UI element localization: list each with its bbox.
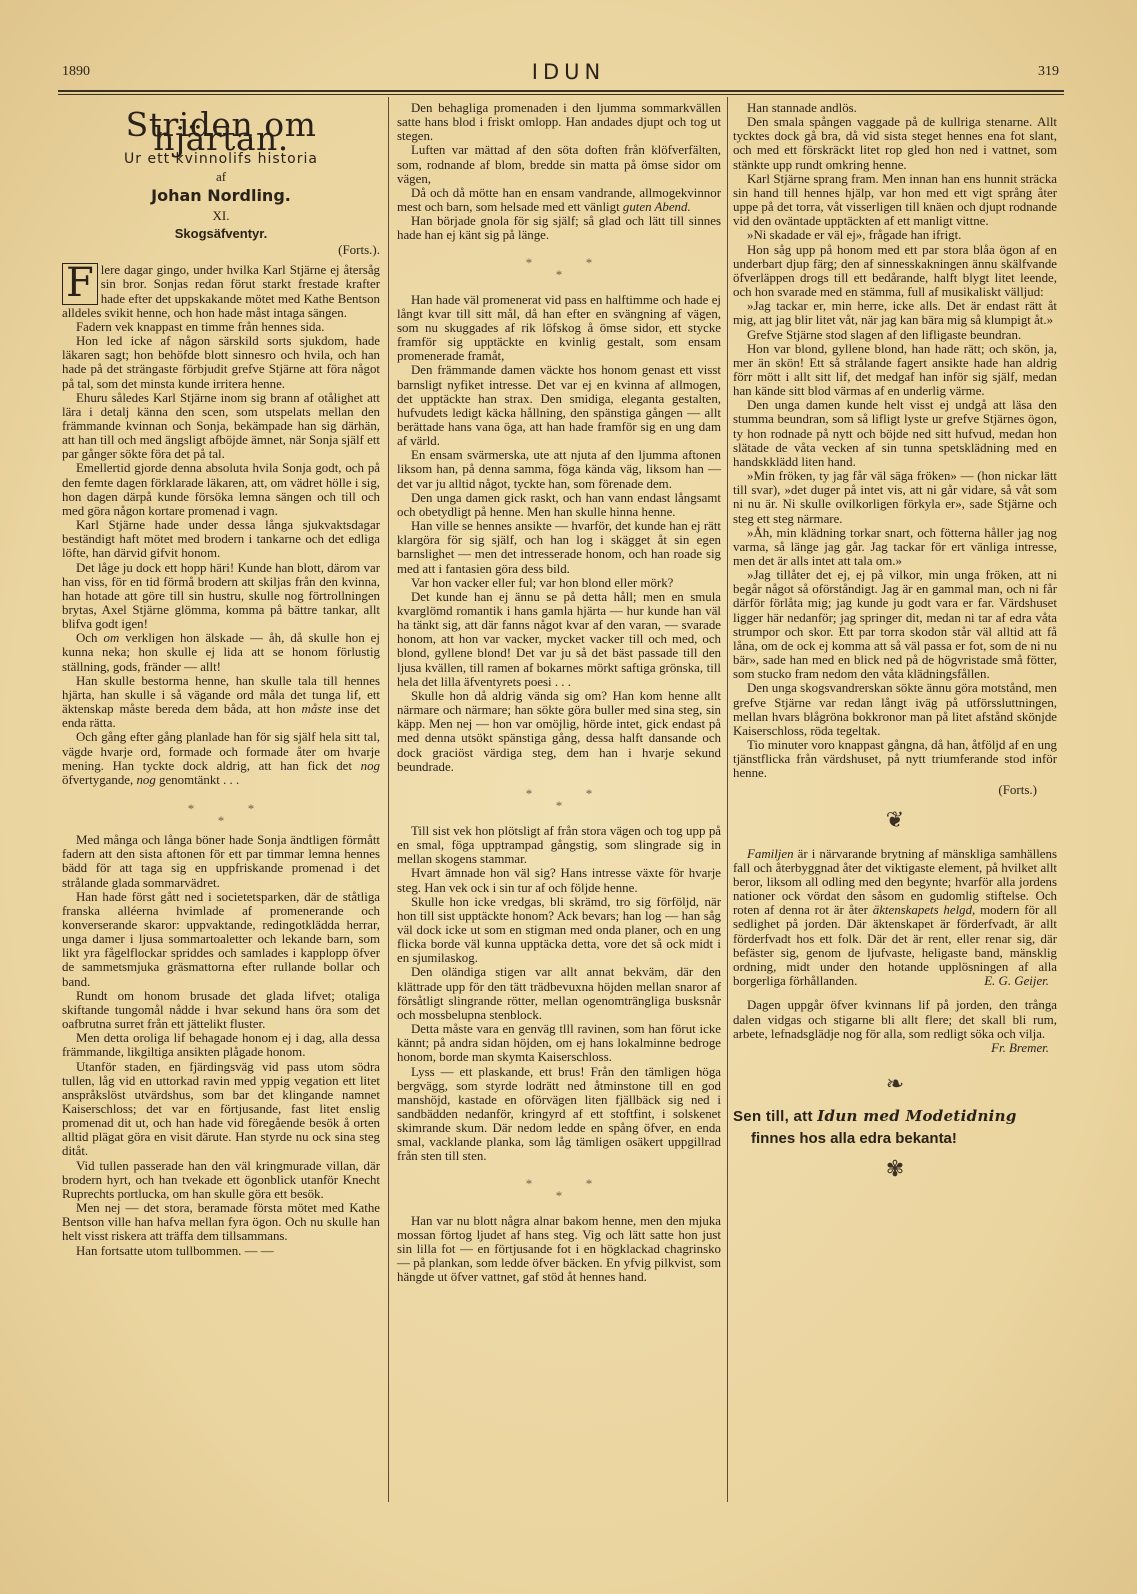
byline-af: af — [215, 169, 227, 185]
article-title: Striden om hjärtan. — [125, 105, 317, 159]
paragraph: Detta måste vara en genväg tlll ravinen, som han förut icke kännt; på andra sidan höjden, om ej hans lokalminne bedroge honom, borde man skymta Kaiserschloss. — [397, 1022, 721, 1065]
paragraph: Hvart ämnade hon väl sig? Hans intresse växte för hvarje steg. Han vek ock i sin tur af och följde henne. — [397, 866, 721, 895]
paragraph: F lere dagar gingo, under hvilka Karl Stjärne ej återsåg sin bror. Sonjas redan förut starkt frestade krafter hade efter det uppskakande mötet med Kathe Bentson alldeles svikit henne, och hon hade måst intaga sängen. — [62, 260, 380, 320]
paragraph: Och om verkligen hon älskade — åh, då skulle hon ej kunna neka; hon skulle ej lida att se honom förlustig ställning, gods, fränder — allt! — [62, 631, 380, 674]
paragraph: Den oländiga stigen var allt annat bekväm, där den klättrade upp för den tätt trädbevuxna höjden mellan snaror af försåtligt slingrande rötter, mellan ogenomträngliga busksnår och mossbelupna stenblock. — [397, 965, 721, 1022]
masthead-title: IDUN — [531, 60, 606, 84]
paragraph: En ensam svärmerska, ute att njuta af den ljumma aftonen liksom han, på denna samma, föga kända väg, liksom han — det var ju alltid något, tyckte han, som förenade dem. — [397, 448, 721, 491]
asterism: * * * — [525, 785, 593, 813]
paragraph: Tio minuter voro knappast gångna, då han, åtföljd af en ung tjänstflicka från värdshuset, på nytt triumferande stod inför henne. — [733, 738, 1057, 781]
paragraph: Den främmande damen väckte hos honom genast ett visst barnsligt nyfiket intresse. Det var ej en kvinna af allmogen, det upptäckte han strax. Den smidiga, eleganta gestalten, hufvudets ledigt käcka hållning, den spänstiga gången — allt berättade hans vana öga, att han hade framför sig en ung dam af värld. — [397, 363, 721, 449]
quote-geijer: Familjen är i närvarande brytning af mänskliga samhällens fall och återbyggnad åter det viktigaste element, på hvilket allt beror, liksom all odling med den begynte; hvarför alla jordens nationer ock vördat den såsom en gudomlig stiftelse. Och roten af denna rot är åter äktenskapets helgd, modern för all sedlighet på jorden. Där äktenskapet är förderfvadt, är allt förderfvadt hos ett folk. Där det är rent, eller renar sig, där befäster sig, genom de ljufvaste, heligaste band, mänsklig ordning, midt under den hotande upplösningen af alla borgerliga förhållanden. — [733, 846, 1057, 989]
paragraph: Luften var mättad af den söta doften från klöfverfälten, som, rodnande af blom, bredde sin matta på ömse sidor om vägen, — [397, 143, 721, 186]
paragraph: Med många och långa böner hade Sonja ändtligen förmått fadern att den sista aftonen för ett par timmar lemna hennes bädd för att taga sig en uppfriskande promenad i det strålande glada sommarvädret. — [62, 833, 380, 890]
paragraph: Lyss — ett plaskande, ett brus! Från den tämligen höga bergvägg, som styrde lodrätt ned åtminstone till en god manshöjd, kastade en oförvägen liten fjällbäck sig ned i sandbädden nedanför, kringyrd af ett stoftfint, i solskenet skimrande skum. Där nedom ledde en spång öfver, en enda smal, vacklande planka, som låg tämligen osäkert uppgillrad från sten till sten. — [397, 1064, 721, 1164]
continued-note: (Forts.). — [338, 242, 380, 258]
paragraph: Karl Stjärne sprang fram. Men innan han ens hunnit sträcka sin hand till hennes hjälp, var hon med ett vigt språng åter uppe på det torra, våt visserligen till knäen och djupt rodnande vid den oväntade upptäckten af ett manligt vittne. — [733, 171, 1057, 229]
paragraph: Rundt om honom brusade det glada lifvet; otaliga skiftande tungomål nådde i hvar sekund hans öra som det oafbrutna surret från ett jättelikt fluster. — [62, 988, 380, 1032]
paragraph: Den behagliga promenaden i den ljumma sommarkvällen satte hans blod i friskt omlopp. Han andades djupt och tog ut stegen. — [397, 101, 721, 144]
paragraph: Då och då mötte han en ensam vandrande, allmogekvinnor mest och barn, som helsade med ett vänligt guten Abend. — [397, 185, 721, 215]
column-3 — [733, 101, 1057, 1186]
vine-ornament-icon: ❦ — [885, 806, 905, 832]
quote-attribution: Fr. Bremer. — [991, 1040, 1049, 1055]
paragraph: Hon såg upp på honom med ett par stora blåa ögon af en underbart djup färg; den af sinnesskakningen ännu skälfvande öfverläppen drogs till ett bedårande, halft blygt litet leende, och hon svarade med en stämma, full af musikaliskt välljud: — [733, 242, 1057, 300]
paragraph: Hon led icke af någon särskild sorts sjukdom, hade läkaren sagt; hon behöfde blott sinnesro och hvila, och han hade på det strängaste förbjudit grefve Stjärne att föra något på tal, som det minsta kunde irritera henne. — [62, 334, 380, 391]
paragraph: Han var nu blott några alnar bakom henne, men den mjuka mossan förtog ljudet af hans steg. Vig och lätt satte hon just sin lilla fot — en förtjusande fot i en högklackad chagrinsko — på plankan, som ledde öfver bäcken. En yfvig pilkvist, som hängde ut öfver vattnet, gaf stöd åt hennes hand. — [397, 1213, 721, 1285]
section-title: Skogsäfventyr. — [174, 225, 268, 241]
column-2 — [397, 101, 721, 1284]
paragraph: Skulle hon icke vredgas, bli skrämd, tro sig förföljd, när hon till sist upptäckte honom? Ack bevars; han log — han såg väl dock icke ut som en stigman med onda planer, och en ung flicka borde väl kunna upptäcka detta, vore det så ock midt i en sjumilaskog. — [397, 894, 721, 966]
asterism: * * * — [525, 254, 593, 282]
flower-ornament-icon: ✾ — [885, 1156, 905, 1182]
page-number: 319 — [1038, 64, 1059, 79]
column-1 — [62, 105, 380, 1258]
paragraph: Han hade väl promenerat vid pass en halftimme och hade ej långt kvar till sitt mål, då han efter en svängning af vägen, som nu skuggades af rik löfskog å ömse sidor, ett stycke framför sig upptäckte en kvinlig gestalt, som ensam promenerade framåt, — [397, 292, 721, 364]
advertisement-line: finnes hos alla edra bekanta! — [751, 1130, 957, 1148]
paragraph: »Ni skadade er väl ej», frågade han ifrigt. — [747, 228, 962, 243]
paragraph: Till sist vek hon plötsligt af från stora vägen och tog upp på en smal, föga upptrampad gångstig, som slingrade sig in mellan skogens stammar. — [397, 823, 721, 867]
continued-note: (Forts.) — [998, 781, 1037, 797]
chapter-number: XI. — [212, 207, 230, 223]
paragraph: Karl Stjärne hade under dessa långa sjukvaktsdagar beständigt haft mötet med brodern i tankarne och det edliga löfte, han därvid gifvit honom. — [62, 518, 380, 561]
paragraph: Han skulle bestorma henne, han skulle tala till hennes hjärta, han skulle i så vägande ord måla det tunga lif, ett äktenskap måste bereda dem båda, att hon måste inse det enda rätta. — [62, 673, 380, 731]
article-author: Johan Nordling. — [151, 185, 291, 205]
column-divider — [388, 97, 389, 1502]
paragraph: Det kunde han ej ännu se på detta håll; men en smula kvarglömd romantik i hans gamla hjärta — hur kunde han väl ha tänkt sig, att där fanns något kvar af den varan, — svarade honom, att hon var vacker, mycket vacker till och med, och blond, gyllene blond! Det var ju så det bäst passade till den ljusa kvällen, till ramen af bokarnes mörkt saftiga grönska, till hela det lilla äfventyrets poesi . . . — [397, 589, 721, 689]
paragraph: Men nej — det stora, beramade första mötet med Kathe Bentson ville han hafva mellan fyra ögon. Och nu skulle han helt visst riskera att träffa dem tillsammans. — [62, 1201, 380, 1244]
paragraph: Utanför staden, en fjärdingsväg vid pass utom södra tullen, låg vid en uttorkad ravin med yppig vegation ett litet anspråkslöst utvärdshus, som bar det klingande namnet Kaiserschloss; det var en förtjusande, fast litet enslig promenad dit ut, och han hade vid föregående besök å orten alltid plägat göra en visit därute. Han styrde nu ock sina steg ditåt. — [62, 1059, 380, 1159]
header-rule — [58, 90, 1064, 92]
paragraph: »Åh, min klädning torkar snart, och fötterna håller jag nog varma, så länge jag går. Jag tackar för ert vänliga intresse, men det är alls intet att tala om.» — [733, 525, 1057, 568]
paragraph: Han ville se hennes ansikte — hvarför, det kunde han ej rätt klargöra för sig själf, och han log i skägget åt sin egen barnslighet — men det intresserade honom, och han roade sig med att i fantasien göra dess bild. — [397, 519, 721, 576]
paragraph: Ehuru således Karl Stjärne inom sig brann af otålighet att lära i detalj känna den scen, som utspelats mellan den främmande kvinnan och Sonja, bekämpade han sig därhän, att han till och med ängsligt afböjde ämnet, när Sonja själf ett par gånger sökte föra det på tal. — [62, 390, 380, 462]
article-subtitle: Ur ett kvinnolifs historia — [124, 151, 318, 168]
paragraph: Men detta oroliga lif behagade honom ej i dag, alla dessa främmande, likgiltiga ansikten plågade honom. — [62, 1031, 380, 1060]
paragraph: Det låge ju dock ett hopp häri! Kunde han blott, därom var han viss, för en tid förmå brodern att skiljas från den kvinna, han hotade att göre till sin hustru, skulle nog förtrollningen brytas, Axel Stjärne glömma, komma på bättre tankar, allt blifva godt igen! — [62, 560, 380, 632]
paragraph: Den unga damen kunde helt visst ej undgå att läsa den stumma beundran, som så lifligt lyste ur grefve Stjärnes ögon, ty hon rodnade på nytt och böjde ned sitt hufvud, medan hon slätade de våta vecken af sin tunna spetsklädning med en handskklädd liten hand. — [733, 398, 1057, 469]
paragraph: Han fortsatte utom tullbommen. — — — [76, 1243, 274, 1258]
paragraph: Den unga damen gick raskt, och han vann endast långsamt och obetydligt på henne. Men han skulle hinna henne. — [397, 490, 721, 519]
paragraph: Grefve Stjärne stod slagen af den lifligaste beundran. — [747, 327, 1022, 342]
paragraph: Fadern vek knappast en timme från hennes sida. — [76, 319, 325, 334]
quote-bremer: Dagen uppgår öfver kvinnans lif på jorden, den trånga dalen vidgas och stigarne bli allt flere; det skall bli rum, arbete, lefnadsglädje nog för alla, som redligt söka och vilja. — [733, 998, 1057, 1041]
paragraph: Vid tullen passerade han den väl kringmurade villan, där brodern hyrt, och han tvekade ett ögonblick utanför Knecht Ruprechts portlucka, om han skulle göra ett besök. — [62, 1158, 380, 1201]
leaf-sprig-ornament-icon: ❧ — [885, 1071, 905, 1096]
asterism: * * * — [187, 801, 255, 829]
paragraph: Skulle hon då aldrig vända sig om? Han kom henne allt närmare och närmare; han sökte göra buller med sina steg, sin käpp. Men nej — hon var omöjlig, hörde intet, gick endast på med denna utsökt spänstiga gång, dessa halft dansande och dock graciöst värdiga steg, dem han i hvarje sekund beundrade. — [397, 688, 721, 774]
paragraph: »Min fröken, ty jag får väl säga fröken» — (hon nickar lätt till svar), »det duger på intet vis, att ni går vidare, så våt som ni nu är. Ni skulle ovilkorligen förkyla er», sade Stjärne och steg ett steg närmare. — [733, 469, 1057, 526]
paragraph: »Jag tillåter det ej, ej på vilkor, min unga fröken, att ni begår något så oförståndigt. Jag är en gammal man, och ni får därför förlåta mig; jag kunde ju godt vara er far. Värdshuset ligger här nedanför; jag springer dit, medan ni tar af edra våta strumpor och skor. Ett par torra skodon står väl alltid att få låna, om de ock ej komma att så väl passa er fot, som de ni nu bär», sade han med en blick ned på de högvristade små fötter, som stucko fram nedom den våta klädningsfållen. — [733, 568, 1057, 682]
paragraph: Han stannade andlös. — [747, 101, 857, 115]
paragraph: Och gång efter gång planlade han för sig själf hela sitt tal, vägde hvarje ord, formade och formade åter om hvarje mening. Han tyckte dock aldrig, att han fick det nog öfvertygande, nog genomtänkt . . . — [62, 730, 380, 787]
paragraph: Han hade först gått ned i societetsparken, där de ståtliga franska alléerna hvimlade af promenerande och konverserande skaror: uppvaktande, redingotklädda herrar, unga damer i ljusa sommartoaletter och lekande barn, som likt yra fågelflockar spriddes och samlades i kapplopp öfver de sammetsmjuka gräsmattorna efter rullande bollar och band. — [62, 889, 380, 989]
quote-attribution: E. G. Geijer. — [984, 974, 1049, 989]
paragraph: Emellertid gjorde denna absoluta hvila Sonja godt, och på den femte dagen förklarade läkaren, att, om vädret hölle i sig, hon dagen därpå kunde försöka lemna sängen och till och med göra någon kortare promenad i vagn. — [62, 461, 380, 518]
paragraph: Den smala spången vaggade på de kullriga stenarne. Allt tycktes dock gå bra, då vid sista steget hennes ena fot slant, och med ett förskräckt litet rop gled hon ned i vattnet, som stänkte upp rundt omkring henne. — [733, 115, 1057, 172]
paragraph: Hon var blond, gyllene blond, han hade rätt; och skön, ja, mer än skön! Ett så strålande fagert ansikte hade han aldrig förr mött i allt sitt lif, det medgaf han inför sig själf, medan han kände sitt blod värmas af en underlig värme. — [733, 341, 1057, 399]
paragraph: »Jag tackar er, min herre, icke alls. Det är endast rätt åt mig, att jag blir litet våt, när jag kan bära mig så klumpigt åt.» — [733, 299, 1057, 328]
column-divider — [727, 97, 728, 1502]
asterism: * * * — [525, 1175, 593, 1203]
paragraph: Var hon vacker eller ful; var hon blond eller mörk? — [411, 575, 674, 590]
paragraph: Han började gnola för sig själf; så glad och lätt till sinnes hade han ej känt sig på länge. — [397, 214, 721, 243]
paragraph: Den unga skogsvandrerskan sökte ännu göra motstånd, men grefve Stjärne var redan långt iväg på utförssluttningen, mellan hvars blågröna bokkronor man på litet afstånd skönjde Kaiserschloss, röda tegeltak. — [733, 681, 1057, 738]
drop-cap: F — [62, 263, 98, 305]
advertisement-line: Sen till, att Idun med Modetidning — [733, 1107, 1017, 1125]
header-rule-thin — [58, 94, 1064, 95]
page-year: 1890 — [62, 64, 90, 79]
